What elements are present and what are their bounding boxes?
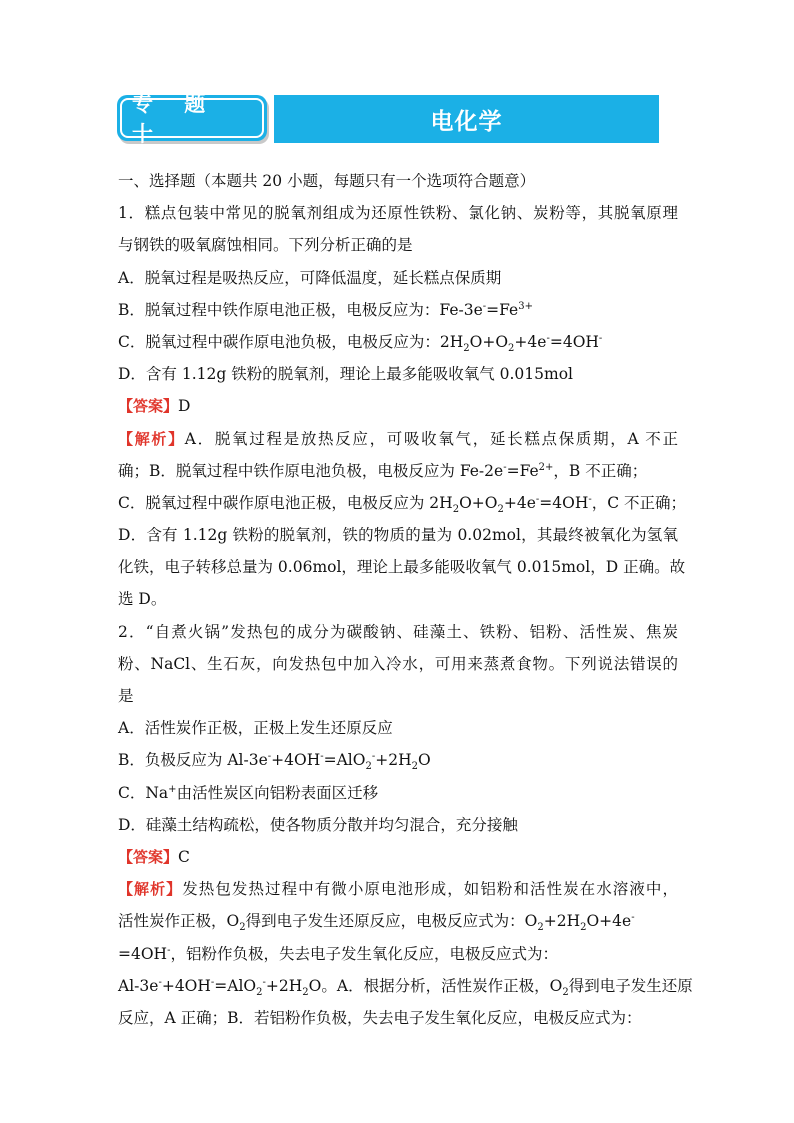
- q2-stem-line-2: 粉、NaCl、生石灰，向发热包中加入冷水，可用来蒸煮食物。下列说法错误的: [118, 654, 678, 673]
- document-body: [118, 171, 693, 1040]
- q1-option-b: B．脱氧过程中铁作原电池正极，电极反应为：$Fe-3e^-=Fe^{3+}$: [118, 300, 533, 319]
- analysis-tag: 【解析】: [118, 429, 185, 448]
- q1-analysis-line-2: 确；B．脱氧过程中铁作原电池负极，电极反应为 $Fe-2e^-=Fe^{2+}$，B 不正确；: [118, 461, 648, 480]
- q1-option-a: A．脱氧过程是吸热反应，可降低温度，延长糕点保质期: [118, 268, 502, 287]
- q2-stem-line-3: 是: [118, 687, 134, 705]
- q2-stem-line-1: 2．“自煮火锅”发热包的成分为碳酸钠、硅藻土、铁粉、铝粉、活性炭、焦炭: [118, 622, 678, 641]
- q1-stem-line-2: 与钢铁的吸氧腐蚀相同。下列分析正确的是: [118, 236, 413, 255]
- q2-option-b: B．负极反应为 $Al-3e^-+4OH^-=AlO_2^-+2H_2O$: [118, 751, 431, 773]
- topic-number-banner: [117, 92, 267, 146]
- analysis-tag: 【解析】: [118, 880, 183, 899]
- q1-analysis-line-4: D．含有 1.12g 铁粉的脱氧剂，铁的物质的量为 0.02mol，其最终被氧化为氢氧: [118, 526, 678, 545]
- q2-option-d: D．硅藻土结构疏松，使各物质分散并均匀混合，充分接触: [118, 815, 518, 834]
- topic-number-label: 专 题 十: [132, 92, 218, 146]
- q2-analysis-line-2: 活性炭作正极，$O_2$得到电子发生还原反应，电极反应式为：$O_2+2H_2O+4e^-$: [118, 912, 635, 934]
- q2-answer: [118, 847, 678, 867]
- q1-stem-line-1: 1．糕点包装中常见的脱氧剂组成为还原性铁粉、氯化钠、炭粉等，其脱氧原理: [118, 204, 678, 223]
- q2-answer-value: C: [178, 847, 190, 866]
- q2-analysis-line-1: 【解析】发热包发热过程中有微小原电池形成，如铝粉和活性炭在水溶液中，: [118, 880, 678, 899]
- q1-analysis-line-1: 【解析】A．脱氧过程是放热反应，可吸收氧气，延长糕点保质期，A 不正: [118, 429, 678, 448]
- answer-tag: 【答案】: [118, 397, 179, 416]
- q1-option-c: C．脱氧过程中碳作原电池负极，电极反应为：$2H_2O+O_2+4e^-=4OH^-$: [118, 332, 603, 355]
- q2-analysis-line-4: $Al-3e^-+4OH^-=AlO_2^-+2H_2O$。A．根据分析，活性炭作正极，$O_2$得到电子发生还原: [118, 976, 693, 998]
- q2-option-c: C．Na+由活性炭区向铝粉表面区迁移: [118, 783, 379, 802]
- q1-analysis-line-3: C．脱氧过程中碳作原电池正极，电极反应为 $2H_2O+O_2+4e^-=4OH^-$，C 不正确；: [118, 493, 687, 515]
- q1-answer-value: D: [178, 397, 191, 416]
- section-heading: 一、选择题（本题共 20 小题，每题只有一个选项符合题意）: [118, 172, 536, 190]
- q1-analysis-line-5: 化铁，电子转移总量为 0.06mol，理论上最多能吸收氧气 0.015mol，D 正确。故: [118, 558, 686, 577]
- q1-option-d: D．含有 1.12g 铁粉的脱氧剂，理论上最多能吸收氧气 0.015mol: [118, 365, 574, 384]
- answer-tag: 【答案】: [118, 847, 179, 866]
- q2-option-a: A．活性炭作正极，正极上发生还原反应: [118, 719, 393, 738]
- q2-analysis-line-5: 反应，A 正确；B．若铝粉作负极，失去电子发生氧化反应，电极反应式为：: [118, 1008, 642, 1027]
- q1-analysis-line-6: 选 D。: [118, 590, 167, 609]
- q1-answer: [118, 396, 678, 416]
- topic-title-banner: [274, 95, 659, 143]
- q2-analysis-line-3: =4OH-，铝粉作负极，失去电子发生氧化反应，电极反应式为：: [118, 944, 558, 963]
- topic-title: 电化学: [430, 108, 503, 135]
